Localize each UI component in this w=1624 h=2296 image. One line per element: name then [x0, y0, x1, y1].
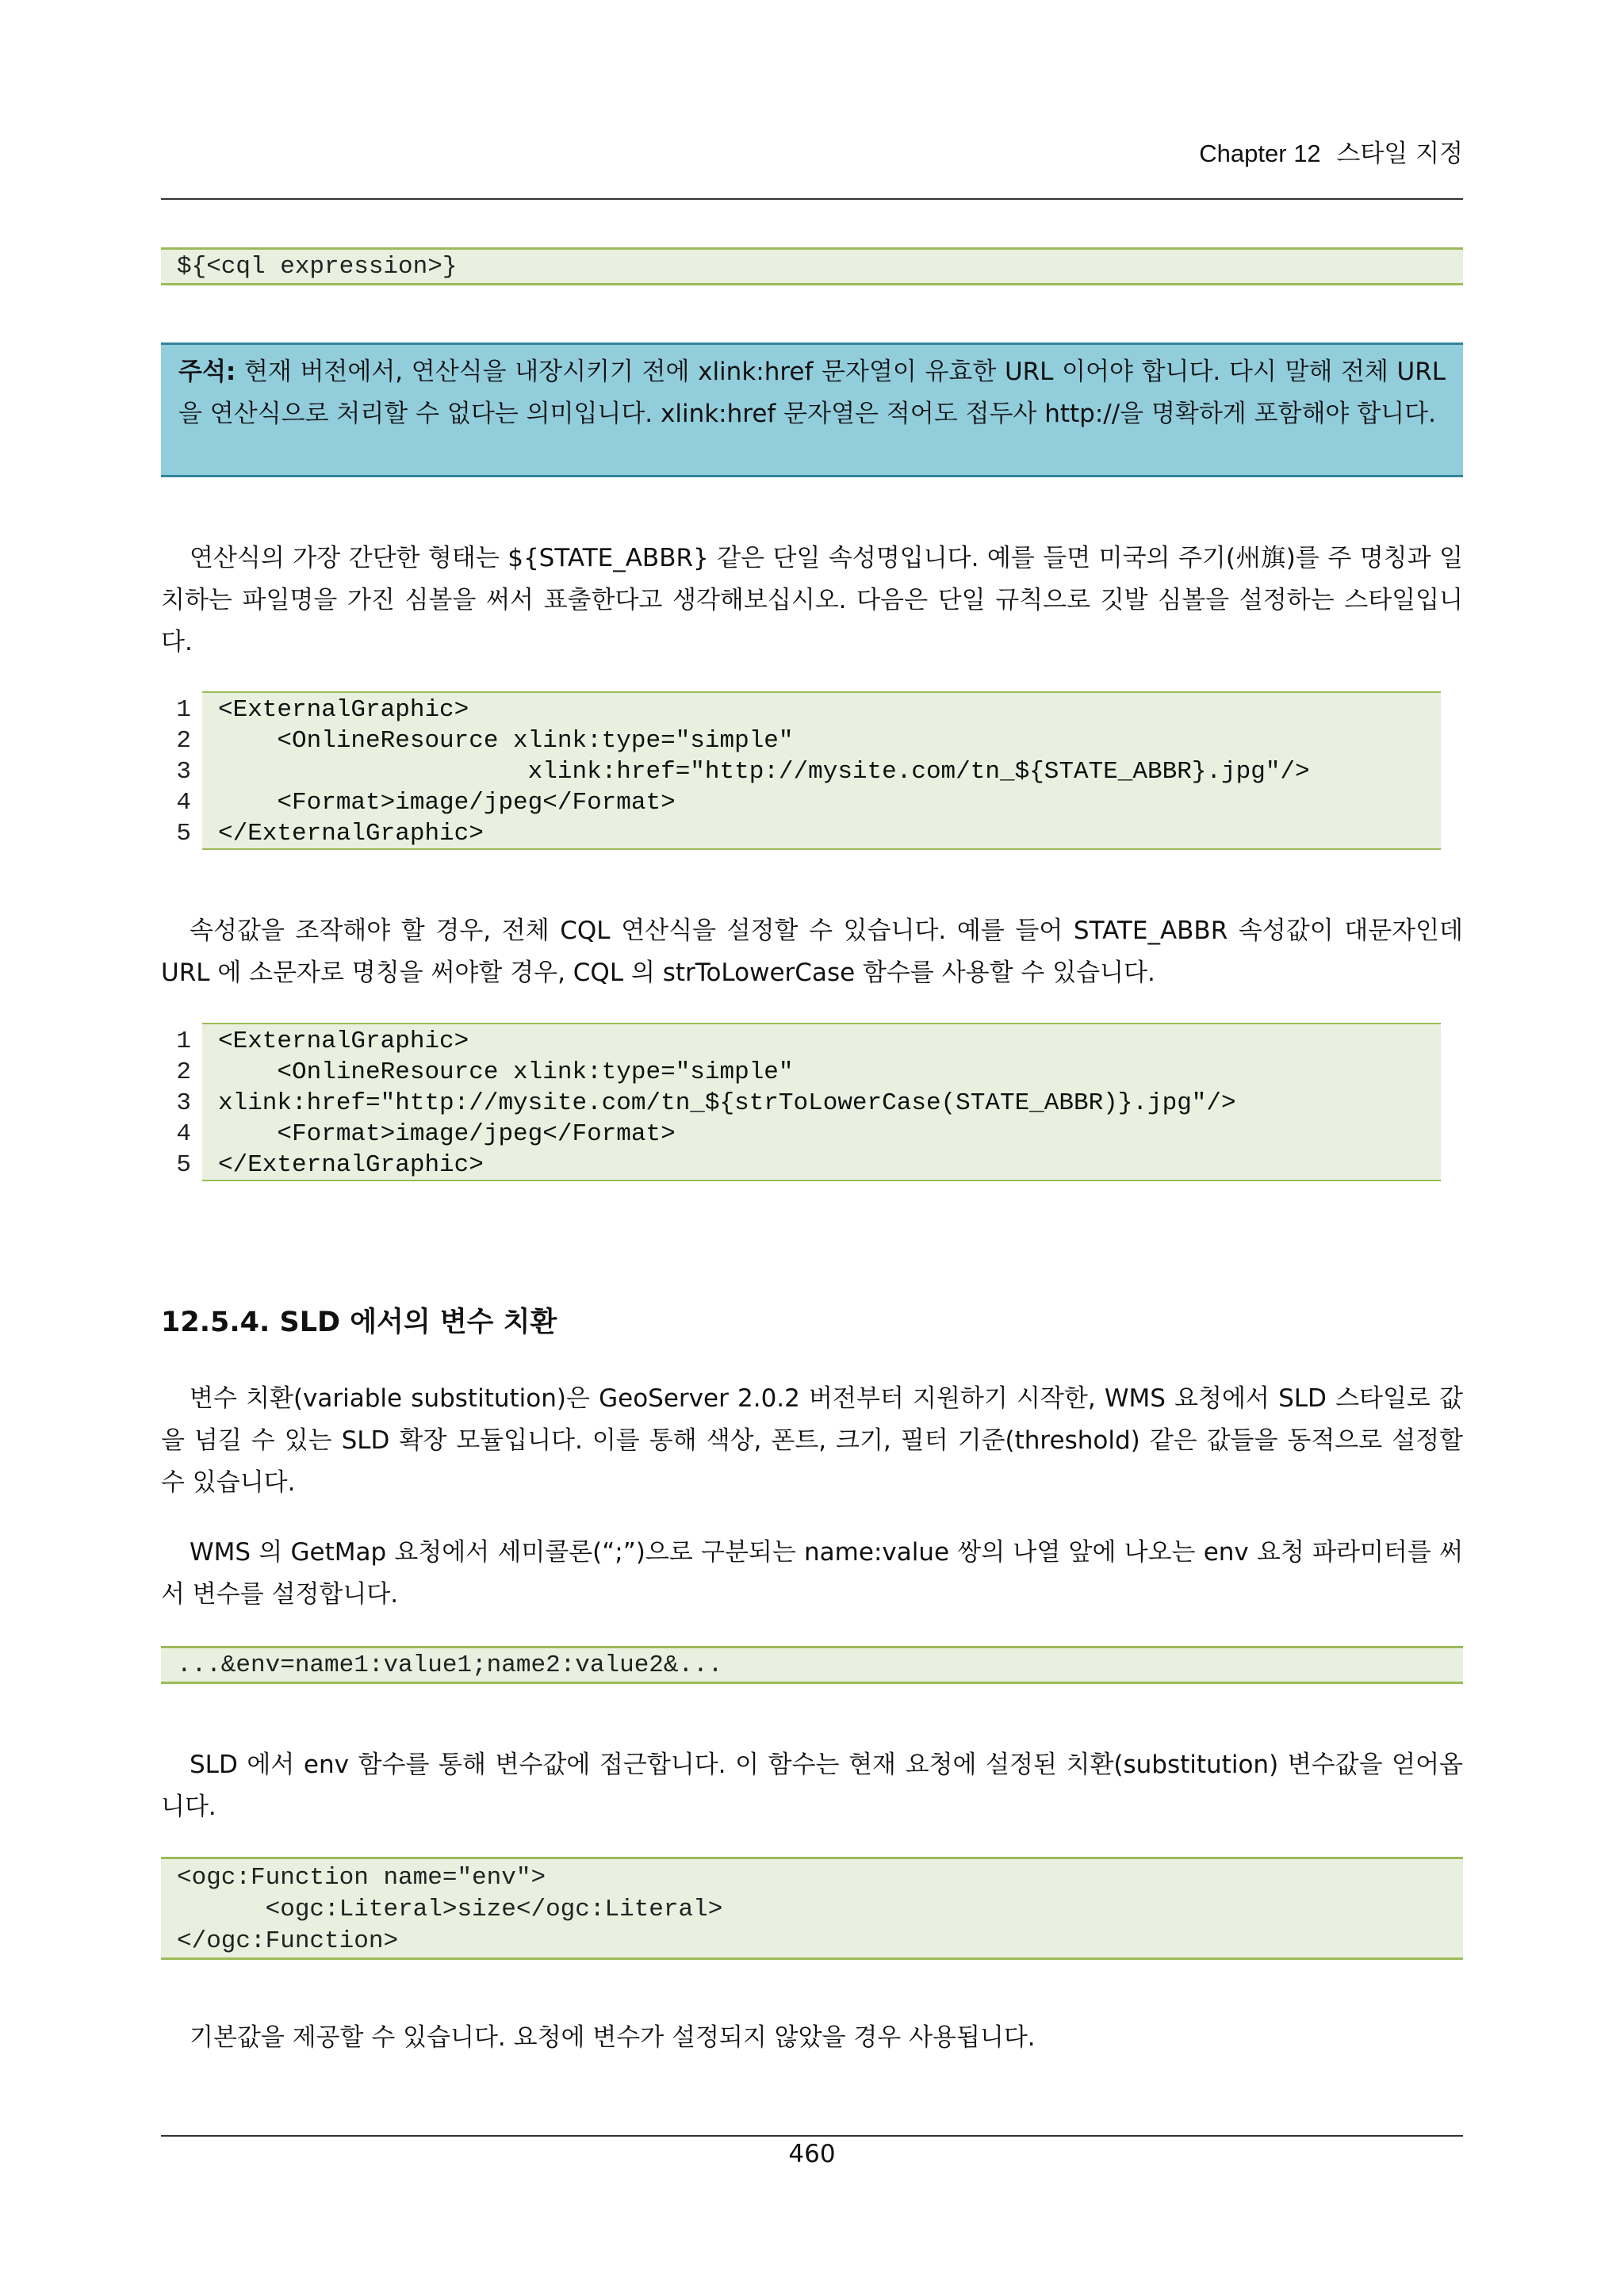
page-number: 460 — [788, 2140, 836, 2168]
section-heading: 12.5.4. SLD 에서의 변수 치환 — [161, 1307, 557, 1338]
footer-rule — [161, 2135, 1463, 2137]
paragraph-3: 변수 치환(variable substitution)은 GeoServer 2.0.2 버전부터 지원하기 시작한, WMS 요청에서 SLD 스타일로 값을 넘길 수 있는 SLD 확장 모듈입니다. 이를 통해 색상, 폰트, 크기, 필터 기준(threshold) 같은 값들을 동적으로 설정할 수 있습니다. — [161, 1384, 1463, 1497]
code-line: </ExternalGraphic> — [218, 820, 484, 848]
line-number: 3 — [176, 758, 191, 786]
code-line: </ExternalGraphic> — [218, 1151, 484, 1179]
code-body-1 — [202, 691, 1441, 850]
expression-codebox — [161, 247, 1463, 285]
line-number: 2 — [176, 1058, 191, 1086]
code-line: <ExternalGraphic> — [218, 1027, 469, 1055]
code-line: <OnlineResource xlink:type="simple" — [218, 1058, 794, 1086]
header-title: 스타일 지정 — [1336, 140, 1463, 168]
code-line: <OnlineResource xlink:type="simple" — [218, 727, 794, 755]
code-line: <ogc:Function name="env"> — [177, 1864, 546, 1892]
line-number: 1 — [176, 1027, 191, 1055]
paragraph-6: 기본값을 제공할 수 있습니다. 요청에 변수가 설정되지 않았을 경우 사용됩니다. — [190, 2023, 1036, 2052]
note-text: 현재 버전에서, 연산식을 내장시키기 전에 xlink:href 문자열이 유효한 URL 이어야 합니다. 다시 말해 전체 URL 을 연산식으로 처리할 수 없다는 의미입니다. xlink:href 문자열은 적어도 접두사 http://을 명확하게 포함해야 합니다. — [178, 358, 1446, 428]
code-block-2 — [161, 1023, 1441, 1181]
note-label: 주석: — [178, 358, 236, 386]
code-line: <Format>image/jpeg</Format> — [218, 789, 676, 817]
line-number: 4 — [176, 1120, 191, 1148]
line-number: 5 — [176, 820, 191, 848]
header-chapter: Chapter 12 — [1199, 140, 1321, 167]
line-number: 2 — [176, 727, 191, 755]
code-block-3 — [161, 1857, 1463, 1960]
code-line: xlink:href="http://mysite.com/tn_${STATE_ABBR}.jpg"/> — [218, 758, 1310, 786]
paragraph-5: SLD 에서 env 함수를 통해 변수값에 접근합니다. 이 함수는 현재 요청에 설정된 치환(substitution) 변수값을 얻어옵니다. — [161, 1751, 1463, 1821]
line-numbers-2 — [161, 1023, 202, 1181]
code-line: <ogc:Literal>size</ogc:Literal> — [177, 1896, 723, 1923]
code-body-2 — [202, 1023, 1441, 1181]
line-number: 1 — [176, 696, 191, 724]
paragraph-1: 연산식의 가장 간단한 형태는 ${STATE_ABBR} 같은 단일 속성명입니다. 예를 들면 미국의 주기(州旗)를 주 명칭과 일치하는 파일명을 가진 심볼을 써서 표출한다고 생각해보십시오. 다음은 단일 규칙으로 깃발 심볼을 설정하는 스타일입니다. — [161, 544, 1463, 656]
paragraph-4: WMS 의 GetMap 요청에서 세미콜론(“;”)으로 구분되는 name:value 쌍의 나열 앞에 나오는 env 요청 파라미터를 써서 변수를 설정합니다. — [161, 1538, 1463, 1609]
line-number: 4 — [176, 789, 191, 817]
expression-text: ${<cql expression>} — [177, 253, 458, 281]
code-block-1 — [161, 691, 1441, 850]
line-number: 3 — [176, 1089, 191, 1117]
line-numbers-1 — [161, 691, 202, 849]
header-rule — [161, 198, 1463, 200]
line-number: 5 — [176, 1151, 191, 1179]
env-text: ...&env=name1:value1;name2:value2&... — [177, 1651, 723, 1679]
code-line: xlink:href="http://mysite.com/tn_${strToLowerCase(STATE_ABBR)}.jpg"/> — [218, 1089, 1236, 1117]
paragraph-2: 속성값을 조작해야 할 경우, 전체 CQL 연산식을 설정할 수 있습니다. 예를 들어 STATE_ABBR 속성값이 대문자인데 URL 에 소문자로 명칭을 써야할 경우, CQL 의 strToLowerCase 함수를 사용할 수 있습니다. — [161, 916, 1463, 987]
note-box — [161, 342, 1463, 477]
code-line: <Format>image/jpeg</Format> — [218, 1120, 676, 1148]
code-line: </ogc:Function> — [177, 1927, 399, 1955]
running-header — [1199, 133, 1463, 169]
env-codebox — [161, 1646, 1463, 1684]
code-line: <ExternalGraphic> — [218, 696, 469, 724]
